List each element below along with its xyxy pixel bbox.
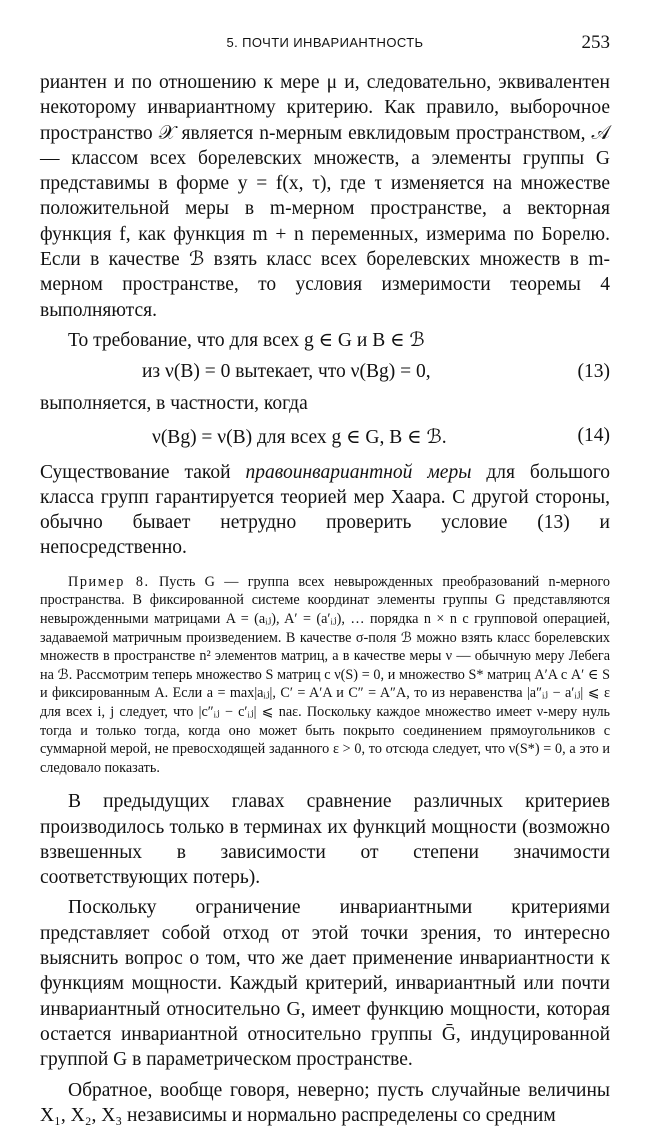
page-number: 253: [581, 32, 610, 53]
equation-14-expression: ν(Bg) = ν(B) для всех g ∈ G, B ∈ ℬ.: [152, 426, 447, 448]
example-8-block: [40, 573, 610, 778]
equation-13-expression: из ν(B) = 0 вытекает, что ν(Bg) = 0,: [142, 361, 431, 383]
paragraph-condition: выполняется, в частности, когда: [40, 393, 308, 415]
paragraph-requirement: То требование, что для всех g ∈ G и B ∈ ℬ: [68, 329, 425, 351]
page-body: [40, 70, 610, 1128]
equation-14-label: (14): [577, 424, 610, 446]
haar-text-end: для большого класса групп гарантируется теорией мер Хаара. С другой стороны, обычно бывает нетрудно проверить условие (13) и непосредственно.: [40, 461, 610, 559]
equation-14: [40, 417, 610, 455]
paragraph-continuation: риантен и по отношению к мере μ и, следовательно, эквивалентен некоторому инвариантному критерию. Как правило, выборочное пространство 𝒳 является n-мерным евклидовым пространством, 𝒜 — классом всех борелевских множеств, а элементы группы G представимы в форме y = f(x, τ), где τ изменяется на множестве положительной меры в m-мерном пространстве, а векторная функция f, как функция m + n переменных, измерима по Борелю. Если в качестве ℬ взять класс всех борелевских множеств в m-мерном пространстве, то условия измеримости теоремы 4 выполняются.: [40, 72, 610, 321]
example-8-lead: Пример 8.: [68, 573, 150, 590]
equation-13: [40, 353, 610, 391]
running-head: 5. ПОЧТИ ИНВАРИАНТНОСТЬ: [226, 35, 424, 50]
paragraph-invariance: Поскольку ограничение инвариантными критериями представляет собой отход от этой точки зрения, то интересно выяснить вопрос о том, что же дает применение инвариантности к функциям мощности. Каждый критерий, инвариантный или почти инвариантный относительно G, имеет функцию мощности, которая остается инвариантной относительно группы Ḡ, индуцированной группой G в параметрическом пространстве.: [40, 897, 610, 1071]
equation-13-label: (13): [577, 361, 610, 383]
page-header: [40, 32, 610, 56]
example-8-body: Пусть G — группа всех невырожденных преобразований n-мерного пространства. В фиксированной системе координат элементы группы G представляются невырожденными матрицами A = (aᵢⱼ), A′ = (a′ᵢⱼ), … порядка n × n с групповой операцией, задаваемой матричным произведением. В качестве σ-поля ℬ можно взять класс борелевских множеств в пространстве n² элементов матриц, а в качестве меры ν — обычную меру Лебега на ℬ. Рассмотрим теперь множество S матриц с ν(S) = 0, и множество S* матриц A′A с A′ ∈ S и фиксированным A. Если a = max|aᵢⱼ|, C′ = A′A и C″ = A″A, то из неравенства |a″ᵢⱼ − a′ᵢⱼ| ⩽ ε для всех i, j следует, что |c″ᵢⱼ − c′ᵢⱼ| ⩽ naε. Поскольку каждое множество имеет ν-меру нуль тогда и только тогда, когда оно может быть покрыто соединением прямоугольников с суммарной мерой, не превосходящей заданного ε > 0, то отсюда следует, что ν(S*) = 0, а это и следовало показать.: [40, 573, 610, 776]
example-8-text: [40, 573, 610, 778]
haar-text-start: Существование такой: [40, 461, 246, 483]
paragraph-power-functions: В предыдущих главах сравнение различных критериев производилось только в терминах их функций мощности (возможно взвешенных в зависимости от степени значимости соответствующих потерь).: [40, 791, 610, 889]
right-invariant-measure-term: правоинвариантной меры: [245, 461, 472, 483]
paragraph-converse: Обратное, вообще говоря, неверно; пусть случайные величины X₁, X₂, X₃ независимы и нормально распределены со средним: [40, 1079, 610, 1126]
paragraph-haar: [40, 460, 610, 561]
